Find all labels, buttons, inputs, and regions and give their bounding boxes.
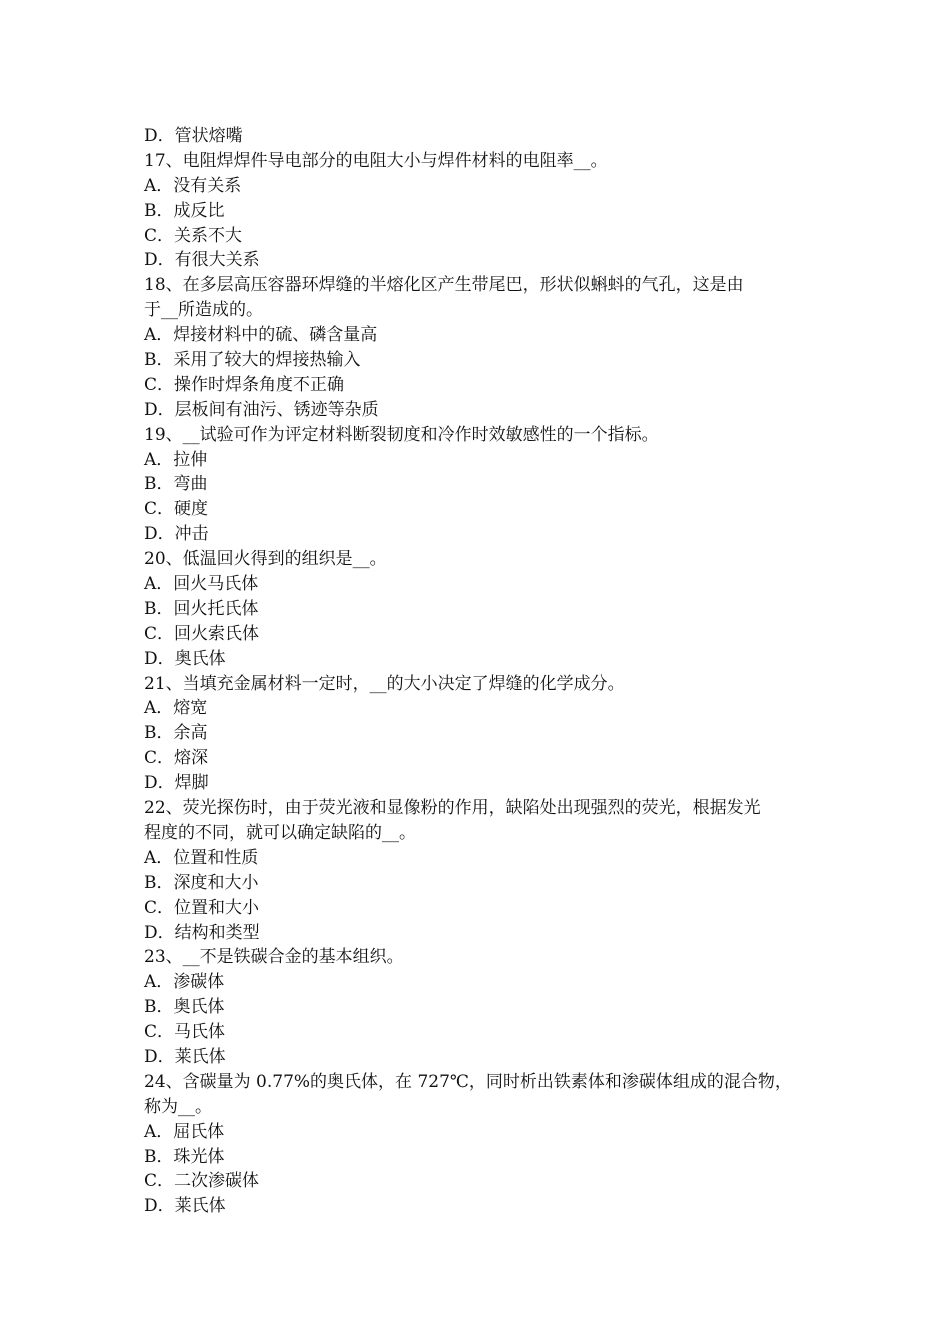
option-line: B．深度和大小 <box>144 872 259 893</box>
option-line: B．成反比 <box>144 200 225 221</box>
question-23: 23、__不是铁碳合金的基本组织。 <box>144 947 404 968</box>
option-line: B．回火托氏体 <box>144 598 259 619</box>
option-line: C．硬度 <box>144 499 209 520</box>
question-22: 22、荧光探伤时，由于荧光液和显像粉的作用，缺陷处出现强烈的荧光，根据发光 <box>144 798 761 819</box>
question-20: 20、低温回火得到的组织是__。 <box>144 549 387 570</box>
document-body <box>144 124 816 1219</box>
option-line: A．渗碳体 <box>144 972 225 993</box>
question-21: 21、当填充金属材料一定时，__的大小决定了焊缝的化学成分。 <box>144 673 625 694</box>
option-line: D．焊脚 <box>144 773 209 794</box>
question-18-continued: 于__所造成的。 <box>144 300 263 321</box>
question-18: 18、在多层高压容器环焊缝的半熔化区产生带尾巴，形状似蝌蚪的气孔，这是由 <box>144 275 744 296</box>
option-line: C．马氏体 <box>144 1022 226 1043</box>
option-line: D．有很大关系 <box>144 250 260 271</box>
option-line: B．奥氏体 <box>144 997 225 1018</box>
option-line: D．层板间有油污、锈迹等杂质 <box>144 399 379 420</box>
option-line: A．位置和性质 <box>144 847 259 868</box>
option-line: A．回火马氏体 <box>144 574 259 595</box>
option-line: A．屈氏体 <box>144 1121 225 1142</box>
option-line: D．冲击 <box>144 524 209 545</box>
option-line: C．关系不大 <box>144 225 243 246</box>
option-line: A．焊接材料中的硫、磷含量高 <box>144 325 378 346</box>
option-line: C．二次渗碳体 <box>144 1171 260 1192</box>
option-line: B．余高 <box>144 723 208 744</box>
option-line: B．采用了较大的焊接热输入 <box>144 350 361 371</box>
question-17: 17、电阻焊焊件导电部分的电阻大小与焊件材料的电阻率__。 <box>144 150 608 171</box>
option-line: D．结构和类型 <box>144 922 260 943</box>
question-24: 24、含碳量为 0.77%的奥氏体，在 727℃，同时析出铁素体和渗碳体组成的混合物， <box>144 1071 792 1092</box>
option-line: C．操作时焊条角度不正确 <box>144 374 345 395</box>
option-line: C．熔深 <box>144 748 209 769</box>
option-line: D．莱氏体 <box>144 1046 226 1067</box>
option-line: A．没有关系 <box>144 175 242 196</box>
option-line: D．管状熔嘴 <box>144 126 243 146</box>
option-line: B．弯曲 <box>144 474 208 495</box>
option-line: A．拉伸 <box>144 449 208 470</box>
option-line: C．位置和大小 <box>144 897 260 918</box>
question-24-continued: 称为__。 <box>144 1096 212 1117</box>
question-19: 19、__试验可作为评定材料断裂韧度和冷作时效敏感性的一个指标。 <box>144 424 659 445</box>
question-22-continued: 程度的不同，就可以确定缺陷的__。 <box>144 822 416 843</box>
option-line: C．回火索氏体 <box>144 623 260 644</box>
option-line: A．熔宽 <box>144 698 208 719</box>
option-line: B．珠光体 <box>144 1146 225 1167</box>
option-line: D．莱氏体 <box>144 1196 226 1217</box>
option-line: D．奥氏体 <box>144 648 226 669</box>
